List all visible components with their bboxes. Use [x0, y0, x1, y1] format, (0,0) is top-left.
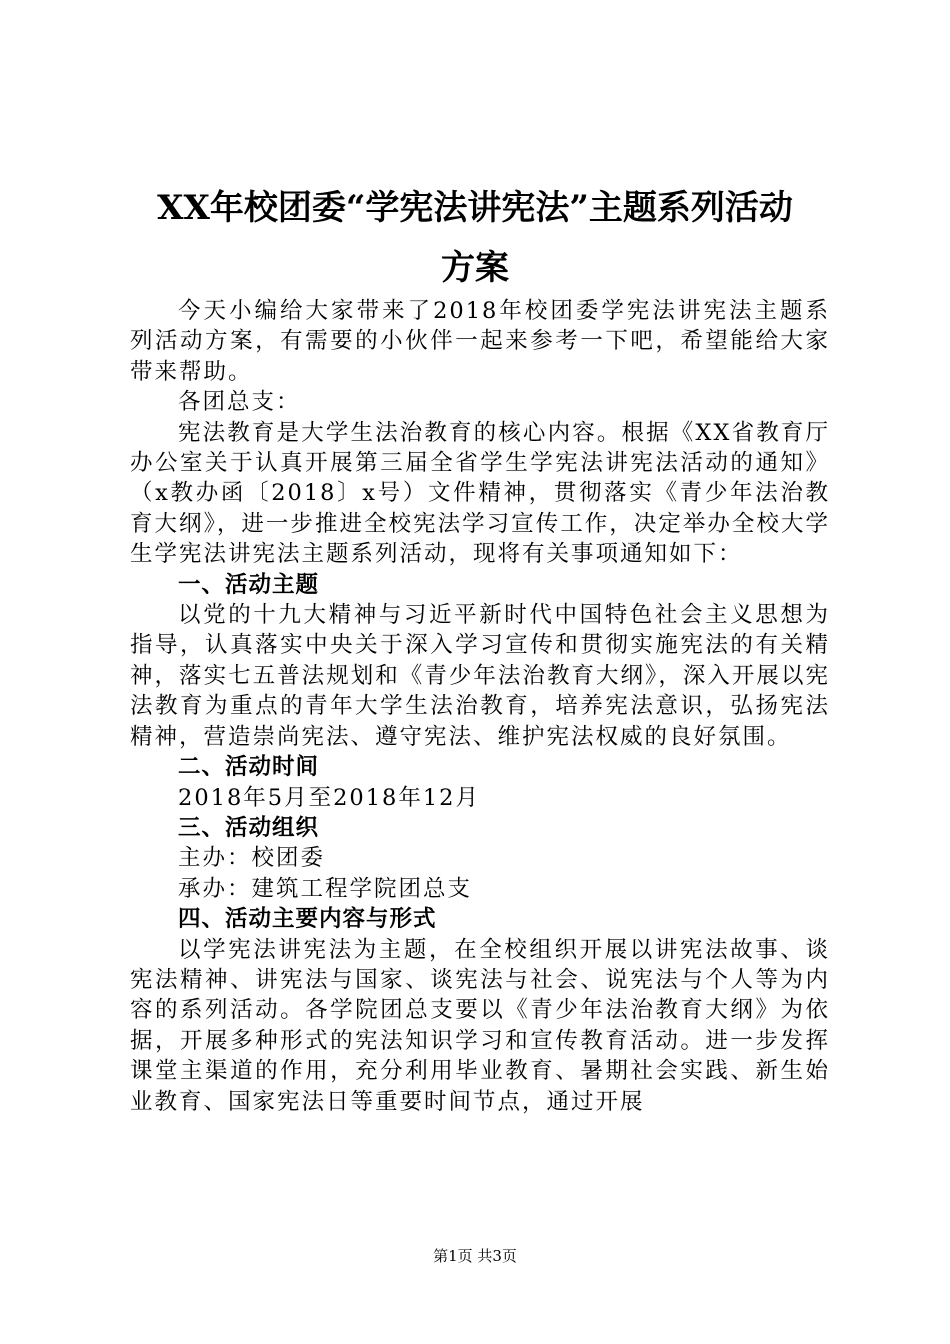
theme-paragraph: 以党的十九大精神与习近平新时代中国特色社会主义思想为指导，认真落实中央关于深入学习宣传和贯彻实施宪法的有关精神，落实七五普法规划和《青少年法治教育大纲》，深入开展以宪法教育为重点的青年大学生法治教育，培养宪法意识，弘扬宪法精神，营造崇尚宪法、遵守宪法、维护宪法权威的良好氛围。 [130, 602, 830, 750]
document-title-line1: XX年校团委“学宪法讲宪法”主题系列活动 [157, 188, 793, 228]
section-heading-content: 四、活动主要内容与形式 [178, 906, 437, 933]
section-heading-time: 二、活动时间 [178, 754, 320, 781]
content-paragraph: 以学宪法讲宪法为主题，在全校组织开展以讲宪法故事、谈宪法精神、讲宪法与国家、谈宪法与社会、说宪法与个人等为内容的系列活动。各学院团总支要以《青少年法治教育大纲》为依据，开展多种形式的宪法知识学习和宣传教育活动。进一步发挥课堂主渠道的作用，充分利用毕业教育、暑期社会实践、新生始业教育、国家宪法日等重要时间节点，通过开展 [130, 936, 830, 1115]
salutation: 各团总支： [178, 389, 301, 416]
section-heading-organization: 三、活动组织 [178, 814, 320, 841]
background-paragraph: 宪法教育是大学生法治教育的核心内容。根据《XX省教育厅办公室关于认真开展第三届全省学生学宪法讲宪法活动的通知》（x教办函〔2018〕x号）文件精神，贯彻落实《青少年法治教育大纲》，进一步推进全校宪法学习宣传工作，决定举办全校大学生学宪法讲宪法主题系列活动，现将有关事项通知如下： [130, 419, 830, 568]
time-paragraph: 2018年5月至2018年12月 [178, 784, 480, 811]
document-body [130, 296, 830, 1117]
page-footer: 第1页 共3页 [433, 1247, 517, 1265]
document-title-line2: 方案 [441, 248, 509, 288]
section-heading-theme: 一、活动主题 [178, 571, 320, 598]
intro-paragraph: 今天小编给大家带来了2018年校团委学宪法讲宪法主题系列活动方案，有需要的小伙伴一起来参考一下吧，希望能给大家带来帮助。 [130, 298, 830, 385]
organizer-line: 主办：校团委 [178, 845, 326, 872]
co-organizer-line: 承办：建筑工程学院团总支 [178, 875, 473, 902]
